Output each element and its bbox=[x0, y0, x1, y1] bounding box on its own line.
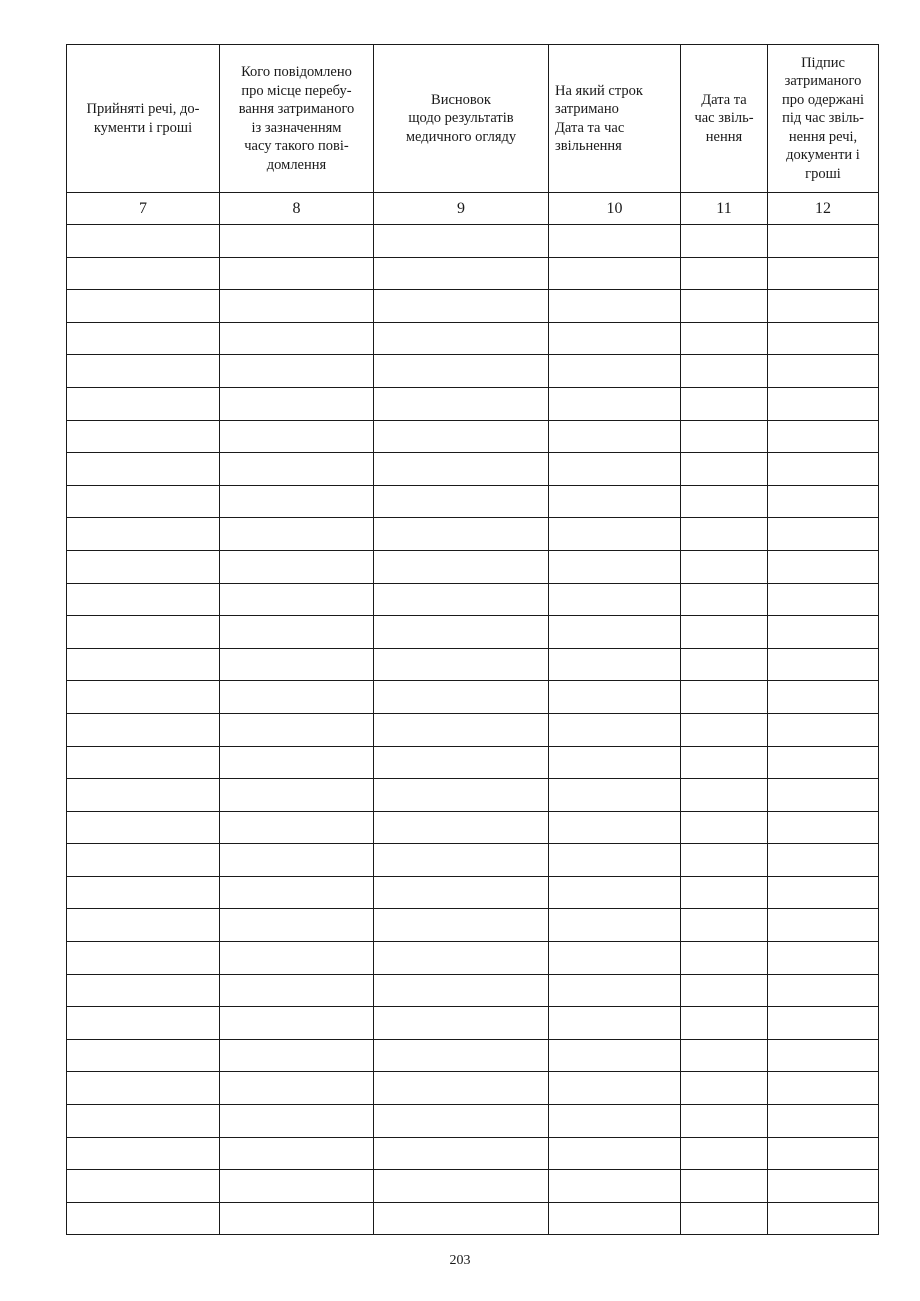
column-number: 12 bbox=[768, 193, 879, 225]
blank-cell bbox=[549, 485, 681, 518]
blank-cell bbox=[220, 1105, 374, 1138]
blank-cell bbox=[768, 257, 879, 290]
blank-cell bbox=[67, 746, 220, 779]
blank-cell bbox=[681, 942, 768, 975]
blank-cell bbox=[67, 876, 220, 909]
blank-cell bbox=[681, 779, 768, 812]
blank-cell bbox=[67, 681, 220, 714]
blank-cell bbox=[681, 355, 768, 388]
blank-cell bbox=[374, 942, 549, 975]
column-number: 9 bbox=[374, 193, 549, 225]
blank-cell bbox=[67, 1202, 220, 1235]
blank-cell bbox=[549, 811, 681, 844]
blank-cell bbox=[67, 648, 220, 681]
blank-cell bbox=[220, 974, 374, 1007]
blank-cell bbox=[374, 420, 549, 453]
blank-cell bbox=[374, 1170, 549, 1203]
blank-cell bbox=[67, 1137, 220, 1170]
register-table bbox=[66, 44, 879, 1235]
blank-row bbox=[67, 322, 879, 355]
blank-row bbox=[67, 909, 879, 942]
blank-row bbox=[67, 1202, 879, 1235]
blank-cell bbox=[549, 1202, 681, 1235]
blank-cell bbox=[768, 1039, 879, 1072]
blank-cell bbox=[374, 713, 549, 746]
blank-cell bbox=[549, 550, 681, 583]
blank-cell bbox=[220, 811, 374, 844]
blank-cell bbox=[768, 420, 879, 453]
blank-cell bbox=[768, 485, 879, 518]
blank-cell bbox=[549, 387, 681, 420]
blank-cell bbox=[67, 225, 220, 258]
blank-row bbox=[67, 942, 879, 975]
blank-cell bbox=[67, 453, 220, 486]
blank-cell bbox=[220, 909, 374, 942]
blank-cell bbox=[549, 942, 681, 975]
blank-cell bbox=[768, 876, 879, 909]
blank-cell bbox=[549, 1170, 681, 1203]
blank-cell bbox=[220, 1072, 374, 1105]
blank-cell bbox=[549, 713, 681, 746]
blank-cell bbox=[768, 779, 879, 812]
blank-cell bbox=[374, 387, 549, 420]
blank-row bbox=[67, 1007, 879, 1040]
blank-cell bbox=[768, 681, 879, 714]
blank-cell bbox=[681, 974, 768, 1007]
page-number: 203 bbox=[449, 1253, 471, 1268]
blank-cell bbox=[374, 290, 549, 323]
blank-row bbox=[67, 1137, 879, 1170]
blank-cell bbox=[220, 1137, 374, 1170]
blank-cell bbox=[768, 616, 879, 649]
blank-cell bbox=[681, 1105, 768, 1138]
blank-cell bbox=[681, 1039, 768, 1072]
blank-cell bbox=[549, 1072, 681, 1105]
blank-cell bbox=[549, 648, 681, 681]
blank-cell bbox=[220, 518, 374, 551]
header-label: Висновок щодо результатів медичного огляду bbox=[405, 91, 517, 145]
blank-cell bbox=[374, 583, 549, 616]
header-label: На який строк затримано Дата та час звільнення bbox=[555, 82, 643, 154]
blank-row bbox=[67, 290, 879, 323]
blank-cell bbox=[374, 779, 549, 812]
blank-cell bbox=[768, 355, 879, 388]
blank-cell bbox=[220, 290, 374, 323]
blank-row bbox=[67, 225, 879, 258]
blank-cell bbox=[374, 909, 549, 942]
blank-cell bbox=[681, 583, 768, 616]
blank-cell bbox=[681, 453, 768, 486]
header-label: Прийняті речі, до- кументи і гроші bbox=[86, 101, 200, 136]
blank-cell bbox=[67, 811, 220, 844]
blank-cell bbox=[768, 974, 879, 1007]
blank-cell bbox=[67, 420, 220, 453]
header-cell-detention-term bbox=[549, 45, 681, 193]
blank-cell bbox=[681, 713, 768, 746]
blank-cell bbox=[374, 355, 549, 388]
blank-cell bbox=[67, 909, 220, 942]
blank-cell bbox=[549, 1007, 681, 1040]
blank-cell bbox=[374, 681, 549, 714]
blank-cell bbox=[374, 550, 549, 583]
blank-cell bbox=[549, 1105, 681, 1138]
blank-cell bbox=[374, 453, 549, 486]
blank-cell bbox=[768, 518, 879, 551]
header-cell-received-items bbox=[67, 45, 220, 193]
blank-row bbox=[67, 387, 879, 420]
blank-cell bbox=[681, 518, 768, 551]
blank-cell bbox=[768, 387, 879, 420]
blank-cell bbox=[220, 779, 374, 812]
header-cell-medical-conclusion bbox=[374, 45, 549, 193]
blank-cell bbox=[67, 616, 220, 649]
blank-cell bbox=[681, 550, 768, 583]
blank-cell bbox=[220, 713, 374, 746]
blank-cell bbox=[220, 844, 374, 877]
blank-cell bbox=[681, 746, 768, 779]
blank-cell bbox=[67, 387, 220, 420]
blank-cell bbox=[67, 942, 220, 975]
blank-cell bbox=[549, 681, 681, 714]
header-label: Дата та час звіль- нення bbox=[694, 91, 754, 145]
blank-cell bbox=[549, 518, 681, 551]
blank-cell bbox=[681, 1072, 768, 1105]
blank-cell bbox=[374, 1202, 549, 1235]
header-label: Підпис затриманого про одержані під час звіль- нення речі, документи і гроші bbox=[781, 54, 865, 182]
blank-cell bbox=[681, 387, 768, 420]
blank-row bbox=[67, 453, 879, 486]
blank-row bbox=[67, 420, 879, 453]
header-cell-signature bbox=[768, 45, 879, 193]
blank-row bbox=[67, 648, 879, 681]
blank-cell bbox=[549, 1039, 681, 1072]
header-cell-release-date bbox=[681, 45, 768, 193]
blank-cell bbox=[768, 811, 879, 844]
blank-cell bbox=[549, 974, 681, 1007]
blank-cell bbox=[374, 225, 549, 258]
blank-cell bbox=[681, 1170, 768, 1203]
blank-cell bbox=[681, 1202, 768, 1235]
blank-row bbox=[67, 779, 879, 812]
blank-row bbox=[67, 681, 879, 714]
blank-row bbox=[67, 355, 879, 388]
blank-cell bbox=[67, 485, 220, 518]
blank-row bbox=[67, 550, 879, 583]
blank-cell bbox=[549, 453, 681, 486]
blank-cell bbox=[374, 1007, 549, 1040]
blank-cell bbox=[67, 1039, 220, 1072]
blank-cell bbox=[549, 616, 681, 649]
blank-cell bbox=[67, 322, 220, 355]
blank-cell bbox=[220, 1039, 374, 1072]
blank-cell bbox=[681, 1007, 768, 1040]
blank-cell bbox=[374, 322, 549, 355]
blank-cell bbox=[549, 1137, 681, 1170]
blank-cell bbox=[681, 648, 768, 681]
blank-cell bbox=[768, 909, 879, 942]
blank-cell bbox=[67, 1170, 220, 1203]
blank-cell bbox=[220, 746, 374, 779]
blank-cell bbox=[67, 550, 220, 583]
column-number: 10 bbox=[549, 193, 681, 225]
blank-cell bbox=[681, 616, 768, 649]
blank-row bbox=[67, 257, 879, 290]
blank-cell bbox=[768, 942, 879, 975]
blank-row bbox=[67, 1105, 879, 1138]
blank-cell bbox=[374, 844, 549, 877]
blank-cell bbox=[549, 290, 681, 323]
blank-cell bbox=[220, 1007, 374, 1040]
header-row bbox=[67, 45, 879, 193]
blank-row bbox=[67, 811, 879, 844]
blank-cell bbox=[220, 420, 374, 453]
blank-cell bbox=[768, 583, 879, 616]
blank-cell bbox=[220, 322, 374, 355]
blank-cell bbox=[681, 811, 768, 844]
blank-cell bbox=[67, 1105, 220, 1138]
blank-cell bbox=[220, 648, 374, 681]
blank-cell bbox=[374, 811, 549, 844]
blank-row bbox=[67, 713, 879, 746]
blank-row bbox=[67, 746, 879, 779]
blank-cell bbox=[549, 322, 681, 355]
blank-cell bbox=[681, 909, 768, 942]
blank-cell bbox=[681, 420, 768, 453]
blank-cell bbox=[67, 583, 220, 616]
blank-cell bbox=[681, 485, 768, 518]
blank-cell bbox=[768, 1202, 879, 1235]
blank-cell bbox=[220, 942, 374, 975]
blank-cell bbox=[681, 257, 768, 290]
blank-cell bbox=[220, 1202, 374, 1235]
blank-cell bbox=[220, 681, 374, 714]
blank-cell bbox=[768, 1105, 879, 1138]
column-number-row bbox=[67, 193, 879, 225]
blank-cell bbox=[67, 974, 220, 1007]
blank-cell bbox=[220, 550, 374, 583]
blank-cell bbox=[681, 322, 768, 355]
blank-cell bbox=[374, 1137, 549, 1170]
blank-cell bbox=[549, 225, 681, 258]
blank-cell bbox=[374, 485, 549, 518]
blank-cell bbox=[67, 518, 220, 551]
blank-cell bbox=[374, 1105, 549, 1138]
blank-cell bbox=[374, 1072, 549, 1105]
blank-cell bbox=[67, 290, 220, 323]
column-number: 11 bbox=[681, 193, 768, 225]
blank-cell bbox=[220, 616, 374, 649]
blank-cell bbox=[681, 844, 768, 877]
blank-cell bbox=[681, 681, 768, 714]
blank-cell bbox=[768, 290, 879, 323]
blank-cell bbox=[681, 1137, 768, 1170]
blank-cell bbox=[681, 290, 768, 323]
blank-cell bbox=[768, 648, 879, 681]
blank-cell bbox=[681, 876, 768, 909]
blank-cell bbox=[768, 844, 879, 877]
blank-cell bbox=[220, 1170, 374, 1203]
blank-row bbox=[67, 616, 879, 649]
blank-row bbox=[67, 1170, 879, 1203]
blank-cell bbox=[374, 876, 549, 909]
blank-cell bbox=[681, 225, 768, 258]
blank-cell bbox=[549, 876, 681, 909]
blank-cell bbox=[768, 1072, 879, 1105]
blank-cell bbox=[220, 453, 374, 486]
blank-cell bbox=[67, 713, 220, 746]
blank-cell bbox=[549, 420, 681, 453]
blank-cell bbox=[374, 746, 549, 779]
blank-cell bbox=[220, 257, 374, 290]
blank-cell bbox=[67, 1007, 220, 1040]
blank-row bbox=[67, 1039, 879, 1072]
blank-cell bbox=[768, 550, 879, 583]
blank-row bbox=[67, 974, 879, 1007]
blank-cell bbox=[220, 387, 374, 420]
blank-cell bbox=[549, 779, 681, 812]
blank-cell bbox=[549, 844, 681, 877]
blank-cell bbox=[220, 583, 374, 616]
blank-cell bbox=[768, 225, 879, 258]
header-cell-notified-person bbox=[220, 45, 374, 193]
blank-cell bbox=[768, 1137, 879, 1170]
blank-cell bbox=[768, 453, 879, 486]
blank-row bbox=[67, 1072, 879, 1105]
blank-row bbox=[67, 583, 879, 616]
blank-cell bbox=[768, 1170, 879, 1203]
blank-cell bbox=[220, 876, 374, 909]
blank-row bbox=[67, 844, 879, 877]
blank-cell bbox=[220, 355, 374, 388]
blank-cell bbox=[768, 713, 879, 746]
blank-cell bbox=[549, 746, 681, 779]
blank-cell bbox=[768, 746, 879, 779]
blank-cell bbox=[549, 583, 681, 616]
header-label: Кого повідомлено про місце перебу- вання затриманого із зазначенням часу такого пові- домлення bbox=[238, 64, 355, 173]
blank-cell bbox=[549, 257, 681, 290]
blank-row bbox=[67, 485, 879, 518]
blank-cell bbox=[220, 485, 374, 518]
blank-cell bbox=[220, 225, 374, 258]
blank-cell bbox=[67, 1072, 220, 1105]
blank-cell bbox=[374, 648, 549, 681]
blank-cell bbox=[67, 779, 220, 812]
blank-cell bbox=[549, 355, 681, 388]
blank-cell bbox=[67, 257, 220, 290]
blank-row bbox=[67, 518, 879, 551]
column-number: 8 bbox=[220, 193, 374, 225]
column-number: 7 bbox=[67, 193, 220, 225]
blank-row bbox=[67, 876, 879, 909]
blank-cell bbox=[374, 257, 549, 290]
blank-cell bbox=[374, 616, 549, 649]
blank-cell bbox=[374, 974, 549, 1007]
blank-cell bbox=[768, 322, 879, 355]
blank-cell bbox=[549, 909, 681, 942]
blank-cell bbox=[67, 355, 220, 388]
blank-cell bbox=[768, 1007, 879, 1040]
blank-cell bbox=[374, 1039, 549, 1072]
blank-cell bbox=[374, 518, 549, 551]
blank-cell bbox=[67, 844, 220, 877]
